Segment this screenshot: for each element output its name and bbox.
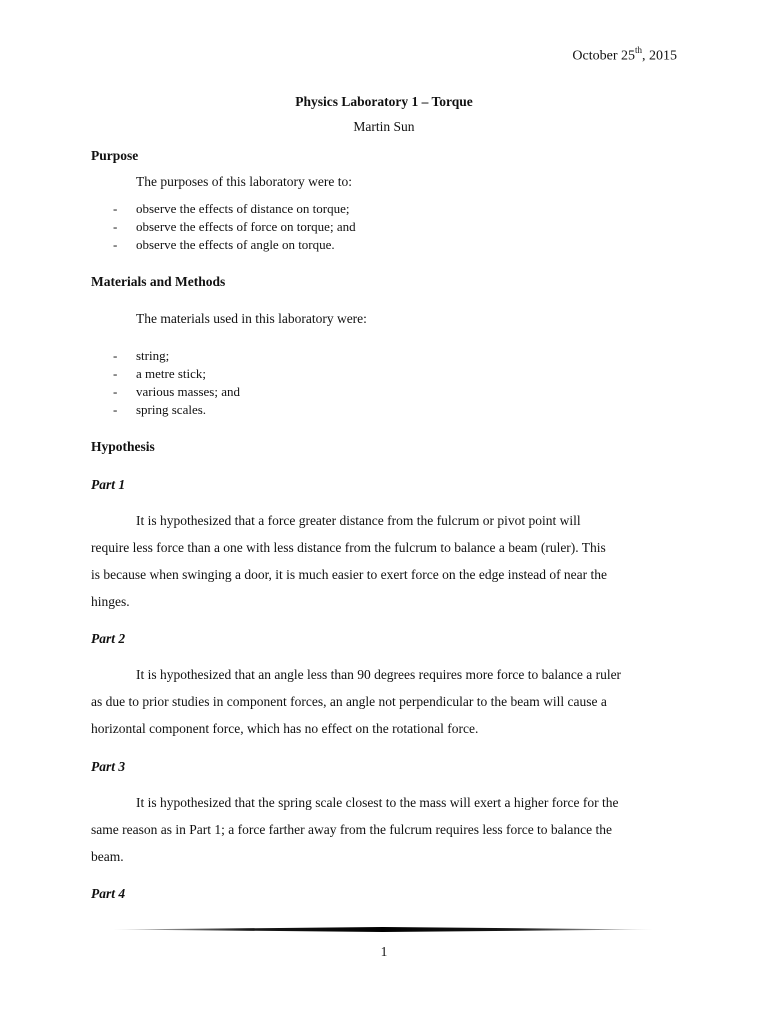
materials-item: - various masses; and <box>113 384 240 399</box>
purpose-item: - observe the effects of distance on torque; <box>113 201 350 216</box>
materials-heading: Materials and Methods <box>91 274 226 289</box>
purpose-intro: The purposes of this laboratory were to: <box>136 174 352 189</box>
document-date: October 25th, 2015 <box>572 45 677 64</box>
part-2-text-line: as due to prior studies in component forces, an angle not perpendicular to the beam will cause a <box>91 694 607 709</box>
part-1-text-line: is because when swinging a door, it is much easier to exert force on the edge instead of near the <box>91 567 608 582</box>
part-3-text-line: It is hypothesized that the spring scale closest to the mass will exert a higher force for the <box>136 795 619 810</box>
part-3-text-line: same reason as in Part 1; a force farther away from the fulcrum requires less force to balance the <box>91 822 613 837</box>
part-3-label: Part 3 <box>91 759 126 774</box>
part-1-label: Part 1 <box>91 477 126 492</box>
purpose-item: - observe the effects of force on torque; and <box>113 219 356 234</box>
materials-item: - a metre stick; <box>113 366 207 381</box>
materials-item: - spring scales. <box>113 402 207 417</box>
part-1-text-line: hinges. <box>91 594 130 609</box>
footer-divider <box>112 927 654 932</box>
part-1-text-line: require less force than a one with less distance from the fulcrum to balance a beam (ruler). This <box>91 540 606 555</box>
part-2-text-line: horizontal component force, which has no effect on the rotational force. <box>91 721 479 736</box>
document-title: Physics Laboratory 1 – Torque <box>295 94 473 109</box>
materials-intro: The materials used in this laboratory were: <box>136 311 367 326</box>
purpose-item: - observe the effects of angle on torque. <box>113 237 335 252</box>
purpose-heading: Purpose <box>91 148 139 163</box>
date-superscript: th <box>634 45 642 55</box>
page-number: 1 <box>380 944 388 959</box>
part-1-text-line: It is hypothesized that a force greater distance from the fulcrum or pivot point will <box>136 513 581 528</box>
part-3-text-line: beam. <box>91 849 124 864</box>
part-4-label: Part 4 <box>91 886 126 901</box>
document-author: Martin Sun <box>353 119 415 134</box>
part-2-text-line: It is hypothesized that an angle less than 90 degrees requires more force to balance a ruler <box>136 667 622 682</box>
materials-item: - string; <box>113 348 170 363</box>
part-2-label: Part 2 <box>91 631 126 646</box>
hypothesis-heading: Hypothesis <box>91 439 155 454</box>
